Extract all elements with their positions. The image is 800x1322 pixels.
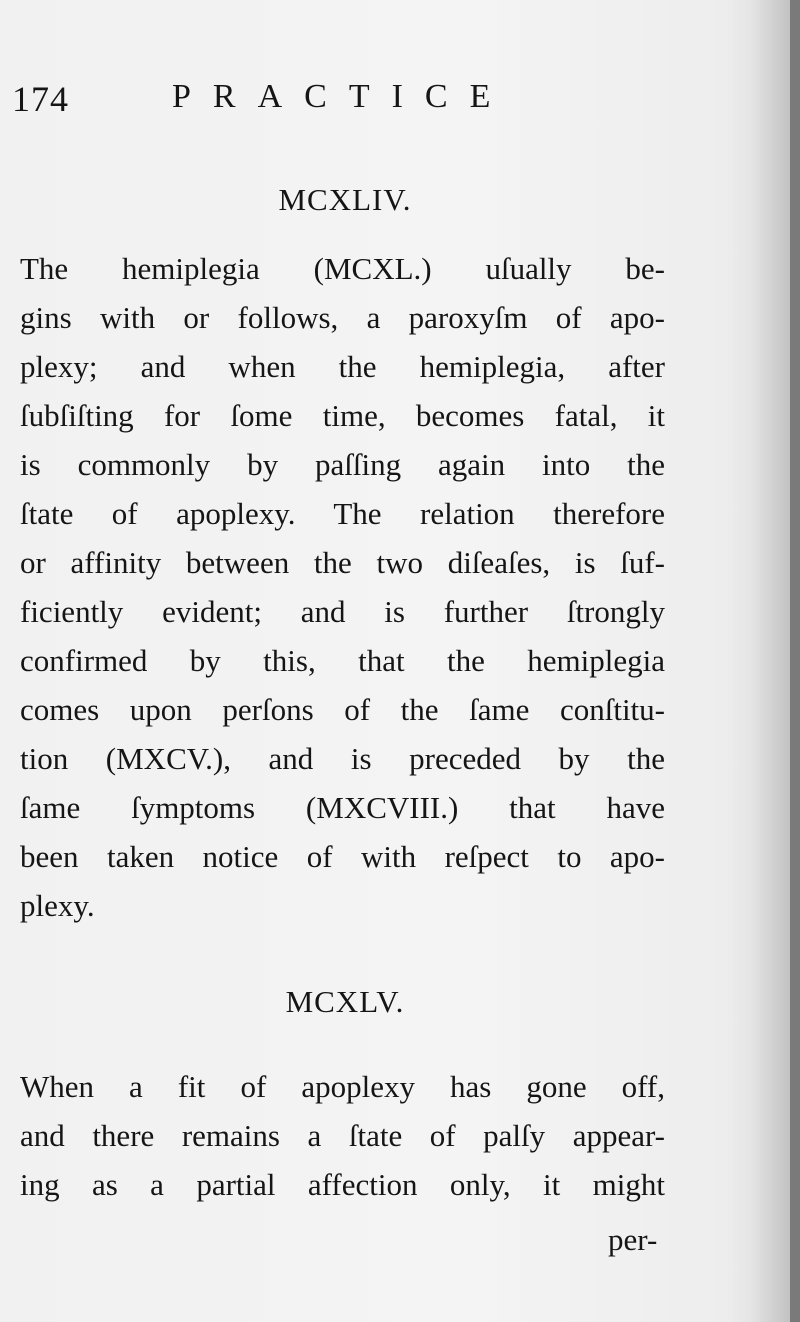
text-line: When a fit of apoplexy has gone off,	[20, 1069, 665, 1104]
text-line: ſame ſymptoms (MXCVIII.) that have	[20, 790, 665, 825]
section-heading-mcxliv: MCXLIV.	[278, 182, 412, 217]
page-edge-shadow	[750, 0, 790, 1322]
page-header	[12, 78, 772, 128]
text-line: ing as a partial affection only, it might	[20, 1167, 665, 1202]
running-head: PRACTICE	[172, 78, 513, 115]
text-line: been taken notice of with reſpect to apo-	[20, 839, 665, 874]
text-line: is commonly by paſſing again into the	[20, 447, 665, 482]
text-line: ficiently evident; and is further ſtrongly	[20, 594, 665, 629]
text-line: The hemiplegia (MCXL.) uſually be-	[20, 251, 665, 286]
text-line: ſtate of apoplexy. The relation therefore	[20, 496, 665, 531]
text-line: and there remains a ſtate of palſy appear-	[20, 1118, 665, 1153]
text-line: plexy; and when the hemiplegia, after	[20, 349, 665, 384]
page-number: 174	[12, 79, 69, 119]
text-line: comes upon perſons of the ſame conſtitu-	[20, 692, 665, 727]
text-line: gins with or follows, a paroxyſm of apo-	[20, 300, 665, 335]
text-line: ſubſiſting for ſome time, becomes fatal, it	[20, 398, 665, 433]
paragraph-mcxlv	[20, 1062, 665, 1209]
text-line: plexy.	[20, 888, 95, 923]
paragraph-mcxliv	[20, 244, 665, 930]
catchword: per-	[608, 1222, 658, 1257]
text-line: or affinity between the two diſeaſes, is ſuf-	[20, 545, 665, 580]
text-line: tion (MXCV.), and is preceded by the	[20, 741, 665, 776]
section-heading-mcxlv: MCXLV.	[285, 984, 405, 1019]
text-line: confirmed by this, that the hemiplegia	[20, 643, 665, 678]
